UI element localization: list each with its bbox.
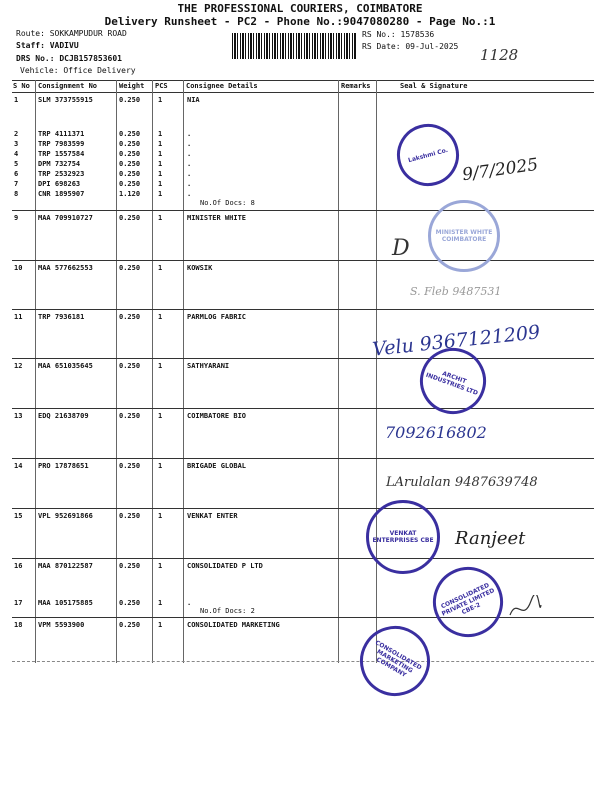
row-divider <box>12 558 594 559</box>
row-9-pcs: 1 <box>158 214 163 222</box>
handwritten-signature: 7092616802 <box>385 423 487 442</box>
staff-value: VADIVU <box>49 41 79 50</box>
row-18-sno: 18 <box>14 621 23 629</box>
col-divider <box>338 80 339 663</box>
document-subtitle: Delivery Runsheet - PC2 - Phone No.:9047080280 - Page No.:1 <box>104 15 496 28</box>
row-2-sno: 2 <box>14 130 19 138</box>
row-3-sno: 3 <box>14 140 19 148</box>
col-divider <box>376 80 377 663</box>
docs-count-note: No.Of Docs: 2 <box>200 607 255 615</box>
row-11-consignee: PARMLOG FABRIC <box>187 313 247 321</box>
row-13-pcs: 1 <box>158 412 163 420</box>
row-4-consignee: . <box>187 150 192 158</box>
col-divider <box>152 80 153 663</box>
row-5-pcs: 1 <box>158 160 163 168</box>
row-6-consignee: . <box>187 170 192 178</box>
route-value: SOKKAMPUDUR ROAD <box>49 29 127 38</box>
row-11-sno: 11 <box>14 313 23 321</box>
drs-value: DCJB157853601 <box>59 54 122 63</box>
row-3-consignment: TRP 7983599 <box>38 140 85 148</box>
row-15-consignment: VPL 952691866 <box>38 512 93 520</box>
row-5-weight: 0.250 <box>119 160 141 168</box>
col-header-pcs: PCS <box>155 82 168 90</box>
row-8-consignment: CNR 1895907 <box>38 190 85 198</box>
row-2-consignee: . <box>187 130 192 138</box>
col-header-consignee: Consignee Details <box>186 82 258 90</box>
row-divider <box>12 309 594 310</box>
row-14-consignment: PRO 17878651 <box>38 462 89 470</box>
row-6-weight: 0.250 <box>119 170 141 178</box>
row-16-weight: 0.250 <box>119 562 141 570</box>
row-divider <box>12 210 594 211</box>
row-3-pcs: 1 <box>158 140 163 148</box>
drs-label: DRS No.: <box>16 54 55 63</box>
row-1-pcs: 1 <box>158 96 163 104</box>
table-bottom-rule <box>12 661 594 662</box>
row-13-consignee: COIMBATORE BIO <box>187 412 247 420</box>
row-1-weight: 0.250 <box>119 96 141 104</box>
row-16-consignee: CONSOLIDATED P LTD <box>187 562 263 570</box>
row-8-weight: 1.120 <box>119 190 141 198</box>
row-7-consignee: . <box>187 180 192 188</box>
row-12-pcs: 1 <box>158 362 163 370</box>
company-seal-stamp: CONSOLIDATED MARKETING COMPANY <box>347 613 443 709</box>
rs-number: RS No.: 1578536 <box>362 30 435 39</box>
vehicle-text: Vehicle: Office Delivery <box>20 66 136 75</box>
document-title: THE PROFESSIONAL COURIERS, COIMBATORE <box>177 2 423 15</box>
row-12-consignment: MAA 651035645 <box>38 362 93 370</box>
row-4-pcs: 1 <box>158 150 163 158</box>
row-1-consignee: NIA <box>187 96 200 104</box>
row-14-pcs: 1 <box>158 462 163 470</box>
handwritten-signature: S. Fleb 9487531 <box>410 285 502 298</box>
row-3-weight: 0.250 <box>119 140 141 148</box>
col-divider <box>183 80 184 663</box>
row-18-pcs: 1 <box>158 621 163 629</box>
row-4-weight: 0.250 <box>119 150 141 158</box>
col-header-consignment: Consignment No <box>38 82 98 90</box>
handwritten-signature: 9/7/2025 <box>460 154 540 186</box>
row-10-pcs: 1 <box>158 264 163 272</box>
row-9-sno: 9 <box>14 214 19 222</box>
row-15-consignee: VENKAT ENTER <box>187 512 238 520</box>
company-seal-stamp: ARCHIT INDUSTRIES LTD <box>411 339 496 424</box>
row-8-sno: 8 <box>14 190 19 198</box>
barcode <box>232 33 356 59</box>
row-17-consignee: . <box>187 599 192 607</box>
row-15-pcs: 1 <box>158 512 163 520</box>
row-7-sno: 7 <box>14 180 19 188</box>
row-10-weight: 0.250 <box>119 264 141 272</box>
staff-line <box>16 41 79 50</box>
rs-date: RS Date: 09-Jul-2025 <box>362 42 459 51</box>
row-1-sno: 1 <box>14 96 19 104</box>
col-header-sno: S No <box>13 82 30 90</box>
row-11-pcs: 1 <box>158 313 163 321</box>
handwritten-signature-mark <box>505 595 545 625</box>
handwritten-number: 1128 <box>480 46 519 64</box>
handwritten-signature: Velu 9367121209 <box>371 321 542 361</box>
col-header-weight: Weight <box>119 82 145 90</box>
route-label: Route: <box>16 29 45 38</box>
row-divider <box>12 260 594 261</box>
row-5-consignee: . <box>187 160 192 168</box>
col-header-remarks: Remarks <box>341 82 371 90</box>
row-12-consignee: SATHYARANI <box>187 362 230 370</box>
row-17-consignment: MAA 105175885 <box>38 599 93 607</box>
row-6-pcs: 1 <box>158 170 163 178</box>
row-4-consignment: TRP 1557584 <box>38 150 85 158</box>
row-18-consignment: VPM 5593900 <box>38 621 85 629</box>
row-4-sno: 4 <box>14 150 19 158</box>
row-15-sno: 15 <box>14 512 23 520</box>
row-17-weight: 0.250 <box>119 599 141 607</box>
col-divider <box>116 80 117 663</box>
table-header-rule <box>12 92 594 93</box>
drs-line <box>16 54 122 63</box>
row-5-sno: 5 <box>14 160 19 168</box>
row-divider <box>12 508 594 509</box>
row-14-sno: 14 <box>14 462 23 470</box>
handwritten-signature: D <box>392 236 410 261</box>
company-seal-stamp: VENKAT ENTERPRISES CBE <box>366 500 440 574</box>
row-9-consignment: MAA 709910727 <box>38 214 93 222</box>
row-11-consignment: TRP 7936181 <box>38 313 85 321</box>
row-15-weight: 0.250 <box>119 512 141 520</box>
col-divider <box>35 80 36 663</box>
row-7-pcs: 1 <box>158 180 163 188</box>
col-header-seal-signature: Seal & Signature <box>400 82 468 90</box>
row-7-consignment: DPI 698263 <box>38 180 81 188</box>
row-2-weight: 0.250 <box>119 130 141 138</box>
company-seal-stamp: CONSOLIDATED PRIVATE LIMITED CBE-2 <box>421 555 514 648</box>
row-12-sno: 12 <box>14 362 23 370</box>
row-9-consignee: MINISTER WHITE <box>187 214 247 222</box>
row-12-weight: 0.250 <box>119 362 141 370</box>
company-seal-stamp: Lakshmi Co. <box>390 117 466 193</box>
row-16-sno: 16 <box>14 562 23 570</box>
row-13-weight: 0.250 <box>119 412 141 420</box>
row-divider <box>12 458 594 459</box>
row-divider <box>12 358 594 359</box>
row-18-weight: 0.250 <box>119 621 141 629</box>
row-6-sno: 6 <box>14 170 19 178</box>
staff-label: Staff: <box>16 41 45 50</box>
row-6-consignment: TRP 2532923 <box>38 170 85 178</box>
row-5-consignment: DPM 732754 <box>38 160 81 168</box>
row-10-consignee: KOWSIK <box>187 264 213 272</box>
row-11-weight: 0.250 <box>119 313 141 321</box>
handwritten-signature: Ranjeet <box>455 528 526 549</box>
row-divider <box>12 408 594 409</box>
row-14-weight: 0.250 <box>119 462 141 470</box>
table-top-rule <box>12 80 594 81</box>
row-7-weight: 0.250 <box>119 180 141 188</box>
row-2-consignment: TRP 4111371 <box>38 130 85 138</box>
handwritten-signature: LArulalan 9487639748 <box>386 475 538 490</box>
row-18-consignee: CONSOLIDATED MARKETING <box>187 621 280 629</box>
row-9-weight: 0.250 <box>119 214 141 222</box>
row-16-consignment: MAA 870122587 <box>38 562 93 570</box>
row-8-pcs: 1 <box>158 190 163 198</box>
row-16-pcs: 1 <box>158 562 163 570</box>
row-10-sno: 10 <box>14 264 23 272</box>
row-17-sno: 17 <box>14 599 23 607</box>
route-line <box>16 29 127 38</box>
row-8-consignee: . <box>187 190 192 198</box>
row-1-consignment: SLM 373755915 <box>38 96 93 104</box>
row-17-pcs: 1 <box>158 599 163 607</box>
row-14-consignee: BRIGADE GLOBAL <box>187 462 247 470</box>
row-10-consignment: MAA 577662553 <box>38 264 93 272</box>
docs-count-note: No.Of Docs: 8 <box>200 199 255 207</box>
row-13-sno: 13 <box>14 412 23 420</box>
row-13-consignment: EDQ 21638709 <box>38 412 89 420</box>
row-2-pcs: 1 <box>158 130 163 138</box>
row-3-consignee: . <box>187 140 192 148</box>
company-seal-stamp: MINISTER WHITE COIMBATORE <box>428 200 500 272</box>
